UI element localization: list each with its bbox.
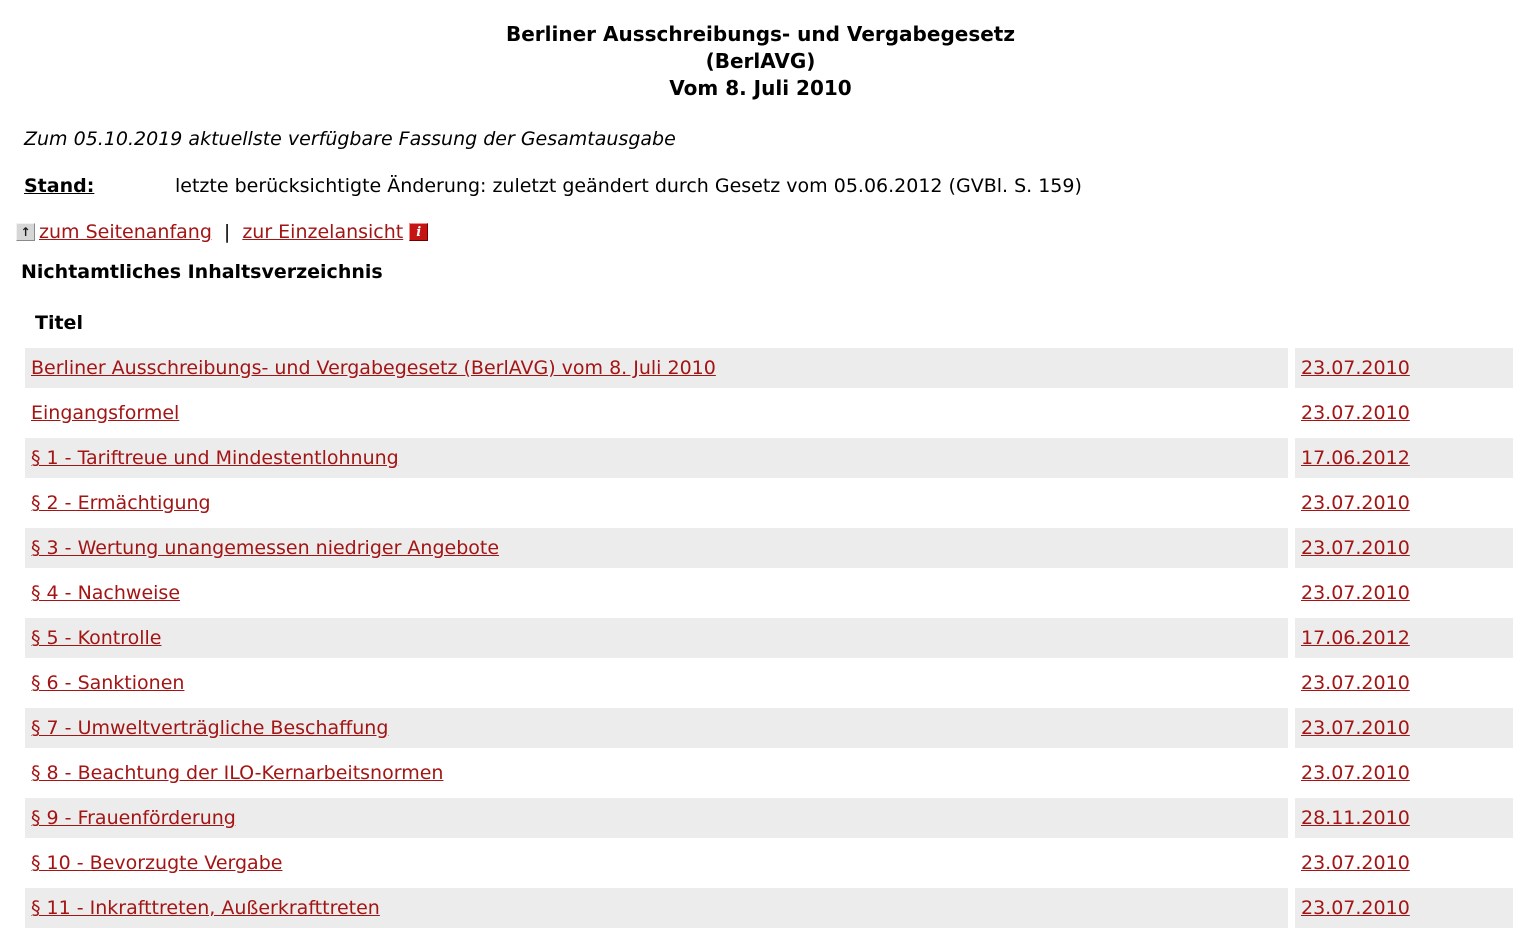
toc-row-date-link[interactable]: 28.11.2010 bbox=[1301, 807, 1410, 829]
toc-title-cell bbox=[25, 438, 1288, 478]
stand-label: Stand: bbox=[24, 175, 95, 197]
toc-row-date-link[interactable]: 23.07.2010 bbox=[1301, 492, 1410, 514]
toc-row-title-link[interactable]: § 3 - Wertung unangemessen niedriger Angebote bbox=[31, 537, 500, 559]
toc-date-cell bbox=[1295, 573, 1513, 613]
table-row bbox=[25, 753, 1513, 793]
toc-table bbox=[25, 348, 1513, 928]
table-row bbox=[25, 843, 1513, 883]
toc-title-cell bbox=[25, 393, 1288, 433]
toc-title-cell bbox=[25, 798, 1288, 838]
toc-title-cell bbox=[25, 528, 1288, 568]
table-row bbox=[25, 663, 1513, 703]
toc-date-cell bbox=[1295, 843, 1513, 883]
toc-title-cell bbox=[25, 618, 1288, 658]
arrow-up-icon[interactable]: ↑ bbox=[16, 223, 35, 241]
toc-date-cell bbox=[1295, 618, 1513, 658]
toc-row-title-link[interactable]: § 9 - Frauenförderung bbox=[31, 807, 236, 829]
toc-date-cell bbox=[1295, 483, 1513, 523]
table-row bbox=[25, 393, 1513, 433]
toc-date-cell bbox=[1295, 753, 1513, 793]
single-view-link[interactable]: zur Einzelansicht bbox=[242, 221, 404, 243]
toc-row-date-link[interactable]: 17.06.2012 bbox=[1301, 627, 1410, 649]
page-title-line2: (BerlAVG) bbox=[705, 49, 816, 73]
toc-row-date-link[interactable]: 23.07.2010 bbox=[1301, 582, 1410, 604]
toc-row-date-link[interactable]: 23.07.2010 bbox=[1301, 762, 1410, 784]
table-row bbox=[25, 573, 1513, 613]
toc-title-cell bbox=[25, 663, 1288, 703]
toc-row-title-link[interactable]: § 2 - Ermächtigung bbox=[31, 492, 211, 514]
toc-date-cell bbox=[1295, 393, 1513, 433]
toc-row-date-link[interactable]: 23.07.2010 bbox=[1301, 672, 1410, 694]
info-icon[interactable]: i bbox=[409, 223, 428, 241]
table-row bbox=[25, 348, 1513, 388]
toc-date-cell bbox=[1295, 438, 1513, 478]
table-row bbox=[25, 798, 1513, 838]
toc-row-title-link[interactable]: § 7 - Umweltverträgliche Beschaffung bbox=[31, 717, 389, 739]
toc-row-title-link[interactable]: § 11 - Inkrafttreten, Außerkrafttreten bbox=[31, 897, 380, 919]
stand-text: letzte berücksichtigte Änderung: zuletzt geändert durch Gesetz vom 05.06.2012 (GVBl. S. 159) bbox=[175, 175, 1082, 197]
toc-row-title-link[interactable]: § 1 - Tariftreue und Mindestentlohnung bbox=[31, 447, 399, 469]
toc-title-cell bbox=[25, 483, 1288, 523]
table-row bbox=[25, 483, 1513, 523]
toc-row-date-link[interactable]: 23.07.2010 bbox=[1301, 357, 1410, 379]
toc-row-date-link[interactable]: 23.07.2010 bbox=[1301, 717, 1410, 739]
toc-row-title-link[interactable]: Berliner Ausschreibungs- und Vergabegesetz (BerlAVG) vom 8. Juli 2010 bbox=[31, 357, 716, 379]
toc-row-title-link[interactable]: § 4 - Nachweise bbox=[31, 582, 181, 604]
toc-row-date-link[interactable]: 23.07.2010 bbox=[1301, 537, 1410, 559]
page-title-line3: Vom 8. Juli 2010 bbox=[669, 76, 852, 100]
table-row bbox=[25, 708, 1513, 748]
page-title-line1: Berliner Ausschreibungs- und Vergabegesetz bbox=[505, 22, 1015, 46]
stand-row bbox=[24, 175, 1521, 197]
toc-date-cell bbox=[1295, 663, 1513, 703]
toc-row-title-link[interactable]: § 5 - Kontrolle bbox=[31, 627, 162, 649]
toc-title-cell bbox=[25, 573, 1288, 613]
table-row bbox=[25, 888, 1513, 928]
toc-row-date-link[interactable]: 17.06.2012 bbox=[1301, 447, 1410, 469]
table-row bbox=[25, 618, 1513, 658]
toc-date-cell bbox=[1295, 528, 1513, 568]
toc-date-cell bbox=[1295, 708, 1513, 748]
toc-row-date-link[interactable]: 23.07.2010 bbox=[1301, 852, 1410, 874]
toc-title-cell bbox=[25, 348, 1288, 388]
toc-date-cell bbox=[1295, 798, 1513, 838]
toc-row-title-link[interactable]: § 10 - Bevorzugte Vergabe bbox=[31, 852, 283, 874]
toc-row-date-link[interactable]: 23.07.2010 bbox=[1301, 402, 1410, 424]
toc-date-cell bbox=[1295, 348, 1513, 388]
toc-heading: Nichtamtliches Inhaltsverzeichnis bbox=[21, 261, 383, 283]
toc-date-cell bbox=[1295, 888, 1513, 928]
toc-row-title-link[interactable]: § 8 - Beachtung der ILO-Kernarbeitsnormen bbox=[31, 762, 444, 784]
toc-title-cell bbox=[25, 888, 1288, 928]
table-row bbox=[25, 528, 1513, 568]
toc-title-cell bbox=[25, 753, 1288, 793]
toc-column-header: Titel bbox=[35, 312, 83, 334]
page-title bbox=[0, 0, 1521, 102]
toc-row-title-link[interactable]: Eingangsformel bbox=[31, 402, 180, 424]
toc-title-cell bbox=[25, 843, 1288, 883]
nav-separator: | bbox=[223, 221, 231, 243]
version-note: Zum 05.10.2019 aktuellste verfügbare Fassung der Gesamtausgabe bbox=[24, 128, 676, 150]
table-row bbox=[25, 438, 1513, 478]
toc-row-date-link[interactable]: 23.07.2010 bbox=[1301, 897, 1410, 919]
toc-title-cell bbox=[25, 708, 1288, 748]
page-nav bbox=[16, 221, 1521, 243]
to-top-link[interactable]: zum Seitenanfang bbox=[39, 221, 212, 243]
toc-row-title-link[interactable]: § 6 - Sanktionen bbox=[31, 672, 185, 694]
